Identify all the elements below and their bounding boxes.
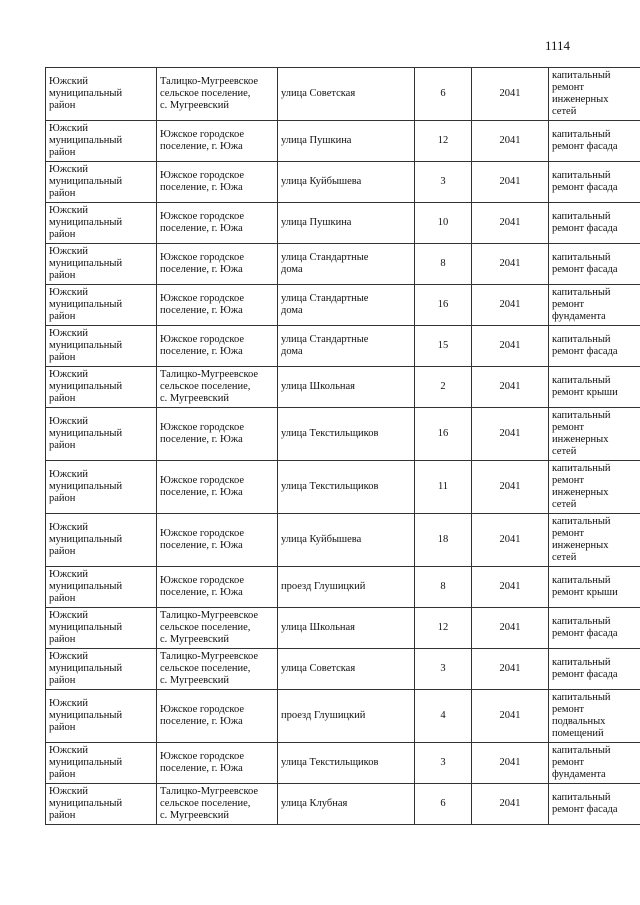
work-type-cell	[549, 514, 640, 567]
year-cell-text: 2041	[499, 176, 521, 187]
year-cell	[472, 608, 549, 649]
settlement-cell-text: Южское городское поселение, г. Южа	[160, 575, 244, 598]
house-number-cell	[415, 68, 472, 121]
street-cell	[278, 608, 415, 649]
district-cell-text: Южский муниципальный район	[49, 469, 123, 504]
street-cell-text: улица Стандартные дома	[281, 293, 369, 316]
table-row	[46, 162, 640, 203]
work-type-cell-text: капитальный ремонт фасада	[552, 657, 618, 680]
street-cell	[278, 514, 415, 567]
house-number-cell-text: 16	[437, 428, 449, 439]
house-number-cell	[415, 367, 472, 408]
work-type-cell-text: капитальный ремонт фасада	[552, 129, 618, 152]
street-cell-text: улица Школьная	[281, 622, 355, 633]
settlement-cell	[157, 326, 278, 367]
repair-schedule-table	[45, 67, 640, 825]
house-number-cell	[415, 285, 472, 326]
year-cell	[472, 285, 549, 326]
district-cell	[46, 121, 157, 162]
house-number-cell	[415, 608, 472, 649]
work-type-cell-text: капитальный ремонт фасада	[552, 334, 618, 357]
year-cell	[472, 743, 549, 784]
district-cell	[46, 514, 157, 567]
year-cell-text: 2041	[499, 798, 521, 809]
year-cell-text: 2041	[499, 428, 521, 439]
settlement-cell-text: Южское городское поселение, г. Южа	[160, 211, 244, 234]
settlement-cell	[157, 743, 278, 784]
house-number-cell-text: 12	[437, 135, 449, 146]
street-cell-text: улица Клубная	[281, 798, 348, 809]
district-cell	[46, 162, 157, 203]
year-cell-text: 2041	[499, 258, 521, 269]
house-number-cell-text: 3	[440, 176, 446, 187]
district-cell-text: Южский муниципальный район	[49, 569, 123, 604]
settlement-cell	[157, 203, 278, 244]
table-row	[46, 244, 640, 285]
house-number-cell	[415, 121, 472, 162]
work-type-cell-text: капитальный ремонт фундамента	[552, 287, 611, 322]
street-cell	[278, 326, 415, 367]
settlement-cell-text: Южское городское поселение, г. Южа	[160, 293, 244, 316]
house-number-cell	[415, 690, 472, 743]
table-row	[46, 784, 640, 825]
house-number-cell-text: 16	[437, 299, 449, 310]
district-cell	[46, 461, 157, 514]
house-number-cell-text: 4	[440, 710, 446, 721]
work-type-cell	[549, 567, 640, 608]
street-cell	[278, 649, 415, 690]
table-row	[46, 285, 640, 326]
house-number-cell	[415, 162, 472, 203]
settlement-cell-text: Южское городское поселение, г. Южа	[160, 252, 244, 275]
house-number-cell	[415, 203, 472, 244]
year-cell	[472, 649, 549, 690]
settlement-cell	[157, 244, 278, 285]
settlement-cell-text: Южское городское поселение, г. Южа	[160, 170, 244, 193]
year-cell	[472, 244, 549, 285]
work-type-cell-text: капитальный ремонт фундамента	[552, 745, 611, 780]
house-number-cell-text: 3	[440, 757, 446, 768]
street-cell-text: улица Советская	[281, 663, 356, 674]
house-number-cell-text: 6	[440, 88, 446, 99]
work-type-cell-text: капитальный ремонт фасада	[552, 792, 618, 815]
year-cell	[472, 326, 549, 367]
year-cell-text: 2041	[499, 381, 521, 392]
street-cell-text: улица Пушкина	[281, 135, 352, 146]
district-cell-text: Южский муниципальный район	[49, 287, 123, 322]
settlement-cell-text: Талицко-Мугреевское сельское поселение, с. Мугреевский	[160, 651, 259, 686]
house-number-cell	[415, 784, 472, 825]
house-number-cell	[415, 408, 472, 461]
house-number-cell	[415, 743, 472, 784]
district-cell	[46, 784, 157, 825]
street-cell	[278, 461, 415, 514]
year-cell	[472, 514, 549, 567]
district-cell-text: Южский муниципальный район	[49, 76, 123, 111]
year-cell	[472, 162, 549, 203]
district-cell	[46, 743, 157, 784]
year-cell	[472, 567, 549, 608]
work-type-cell	[549, 244, 640, 285]
table-row	[46, 743, 640, 784]
district-cell-text: Южский муниципальный район	[49, 369, 123, 404]
work-type-cell-text: капитальный ремонт фасада	[552, 252, 618, 275]
work-type-cell	[549, 162, 640, 203]
work-type-cell-text: капитальный ремонт крыши	[552, 375, 618, 398]
year-cell-text: 2041	[499, 534, 521, 545]
year-cell-text: 2041	[499, 88, 521, 99]
street-cell-text: улица Стандартные дома	[281, 252, 369, 275]
district-cell	[46, 690, 157, 743]
district-cell	[46, 649, 157, 690]
street-cell	[278, 690, 415, 743]
year-cell-text: 2041	[499, 340, 521, 351]
district-cell-text: Южский муниципальный район	[49, 651, 123, 686]
district-cell-text: Южский муниципальный район	[49, 164, 123, 199]
work-type-cell	[549, 690, 640, 743]
house-number-cell	[415, 567, 472, 608]
settlement-cell	[157, 784, 278, 825]
district-cell-text: Южский муниципальный район	[49, 522, 123, 557]
settlement-cell	[157, 649, 278, 690]
house-number-cell	[415, 514, 472, 567]
settlement-cell-text: Талицко-Мугреевское сельское поселение, с. Мугреевский	[160, 610, 259, 645]
settlement-cell	[157, 567, 278, 608]
work-type-cell	[549, 784, 640, 825]
house-number-cell-text: 2	[440, 381, 446, 392]
street-cell	[278, 408, 415, 461]
work-type-cell	[549, 326, 640, 367]
house-number-cell	[415, 461, 472, 514]
work-type-cell-text: капитальный ремонт фасада	[552, 211, 618, 234]
work-type-cell-text: капитальный ремонт инженерных сетей	[552, 410, 611, 457]
work-type-cell-text: капитальный ремонт инженерных сетей	[552, 463, 611, 510]
street-cell	[278, 162, 415, 203]
table-row	[46, 690, 640, 743]
district-cell-text: Южский муниципальный район	[49, 416, 123, 451]
year-cell-text: 2041	[499, 710, 521, 721]
year-cell	[472, 68, 549, 121]
district-cell-text: Южский муниципальный район	[49, 745, 123, 780]
district-cell-text: Южский муниципальный район	[49, 246, 123, 281]
settlement-cell-text: Южское городское поселение, г. Южа	[160, 475, 244, 498]
work-type-cell	[549, 743, 640, 784]
year-cell-text: 2041	[499, 622, 521, 633]
year-cell	[472, 784, 549, 825]
table-row	[46, 68, 640, 121]
district-cell	[46, 285, 157, 326]
district-cell	[46, 244, 157, 285]
settlement-cell-text: Южское городское поселение, г. Южа	[160, 422, 244, 445]
work-type-cell	[549, 285, 640, 326]
street-cell-text: улица Стандартные дома	[281, 334, 369, 357]
district-cell	[46, 567, 157, 608]
settlement-cell-text: Талицко-Мугреевское сельское поселение, с. Мугреевский	[160, 369, 259, 404]
table-row	[46, 408, 640, 461]
year-cell	[472, 690, 549, 743]
house-number-cell-text: 12	[437, 622, 449, 633]
settlement-cell-text: Талицко-Мугреевское сельское поселение, с. Мугреевский	[160, 786, 259, 821]
work-type-cell-text: капитальный ремонт инженерных сетей	[552, 70, 611, 117]
settlement-cell	[157, 285, 278, 326]
settlement-cell	[157, 514, 278, 567]
street-cell	[278, 784, 415, 825]
street-cell	[278, 244, 415, 285]
work-type-cell	[549, 68, 640, 121]
house-number-cell-text: 10	[437, 217, 449, 228]
street-cell-text: улица Текстильщиков	[281, 481, 379, 492]
house-number-cell-text: 6	[440, 798, 446, 809]
settlement-cell	[157, 608, 278, 649]
settlement-cell-text: Талицко-Мугреевское сельское поселение, с. Мугреевский	[160, 76, 259, 111]
table-row	[46, 326, 640, 367]
table-row	[46, 203, 640, 244]
district-cell	[46, 203, 157, 244]
settlement-cell	[157, 461, 278, 514]
settlement-cell	[157, 690, 278, 743]
year-cell-text: 2041	[499, 217, 521, 228]
year-cell-text: 2041	[499, 481, 521, 492]
year-cell-text: 2041	[499, 135, 521, 146]
district-cell	[46, 68, 157, 121]
year-cell-text: 2041	[499, 663, 521, 674]
work-type-cell-text: капитальный ремонт фасада	[552, 616, 618, 639]
work-type-cell-text: капитальный ремонт инженерных сетей	[552, 516, 611, 563]
district-cell	[46, 408, 157, 461]
district-cell-text: Южский муниципальный район	[49, 786, 123, 821]
street-cell-text: улица Школьная	[281, 381, 355, 392]
street-cell	[278, 567, 415, 608]
street-cell-text: улица Советская	[281, 88, 356, 99]
street-cell-text: улица Куйбышева	[281, 176, 362, 187]
work-type-cell	[549, 461, 640, 514]
work-type-cell	[549, 608, 640, 649]
table-row	[46, 461, 640, 514]
street-cell-text: проезд Глушицкий	[281, 581, 366, 592]
table-row	[46, 608, 640, 649]
district-cell	[46, 367, 157, 408]
year-cell	[472, 367, 549, 408]
street-cell-text: улица Пушкина	[281, 217, 352, 228]
settlement-cell	[157, 162, 278, 203]
year-cell-text: 2041	[499, 299, 521, 310]
district-cell	[46, 326, 157, 367]
street-cell	[278, 121, 415, 162]
table-row	[46, 367, 640, 408]
street-cell-text: улица Текстильщиков	[281, 428, 379, 439]
table-row	[46, 649, 640, 690]
street-cell-text: улица Текстильщиков	[281, 757, 379, 768]
table-row	[46, 121, 640, 162]
work-type-cell-text: капитальный ремонт крыши	[552, 575, 618, 598]
district-cell-text: Южский муниципальный район	[49, 328, 123, 363]
table-row	[46, 567, 640, 608]
settlement-cell-text: Южское городское поселение, г. Южа	[160, 334, 244, 357]
district-cell-text: Южский муниципальный район	[49, 123, 123, 158]
street-cell-text: улица Куйбышева	[281, 534, 362, 545]
house-number-cell-text: 18	[437, 534, 449, 545]
street-cell	[278, 367, 415, 408]
year-cell	[472, 461, 549, 514]
work-type-cell	[549, 121, 640, 162]
year-cell	[472, 203, 549, 244]
street-cell	[278, 743, 415, 784]
street-cell	[278, 203, 415, 244]
page-number: 1114	[544, 38, 570, 53]
settlement-cell-text: Южское городское поселение, г. Южа	[160, 751, 244, 774]
street-cell	[278, 68, 415, 121]
house-number-cell	[415, 326, 472, 367]
table-row	[46, 514, 640, 567]
district-cell-text: Южский муниципальный район	[49, 205, 123, 240]
district-cell	[46, 608, 157, 649]
work-type-cell	[549, 203, 640, 244]
street-cell	[278, 285, 415, 326]
settlement-cell	[157, 68, 278, 121]
work-type-cell-text: капитальный ремонт фасада	[552, 170, 618, 193]
year-cell-text: 2041	[499, 757, 521, 768]
street-cell-text: проезд Глушицкий	[281, 710, 366, 721]
settlement-cell-text: Южское городское поселение, г. Южа	[160, 528, 244, 551]
work-type-cell	[549, 408, 640, 461]
settlement-cell	[157, 367, 278, 408]
settlement-cell	[157, 121, 278, 162]
house-number-cell-text: 8	[440, 581, 446, 592]
house-number-cell	[415, 649, 472, 690]
district-cell-text: Южский муниципальный район	[49, 610, 123, 645]
house-number-cell-text: 11	[437, 481, 449, 492]
year-cell	[472, 408, 549, 461]
work-type-cell-text: капитальный ремонт подвальных помещений	[552, 692, 611, 739]
work-type-cell	[549, 649, 640, 690]
settlement-cell-text: Южское городское поселение, г. Южа	[160, 129, 244, 152]
house-number-cell-text: 8	[440, 258, 446, 269]
house-number-cell-text: 3	[440, 663, 446, 674]
settlement-cell-text: Южское городское поселение, г. Южа	[160, 704, 244, 727]
settlement-cell	[157, 408, 278, 461]
district-cell-text: Южский муниципальный район	[49, 698, 123, 733]
table-body	[46, 68, 640, 825]
house-number-cell-text: 15	[437, 340, 449, 351]
year-cell	[472, 121, 549, 162]
year-cell-text: 2041	[499, 581, 521, 592]
house-number-cell	[415, 244, 472, 285]
work-type-cell	[549, 367, 640, 408]
